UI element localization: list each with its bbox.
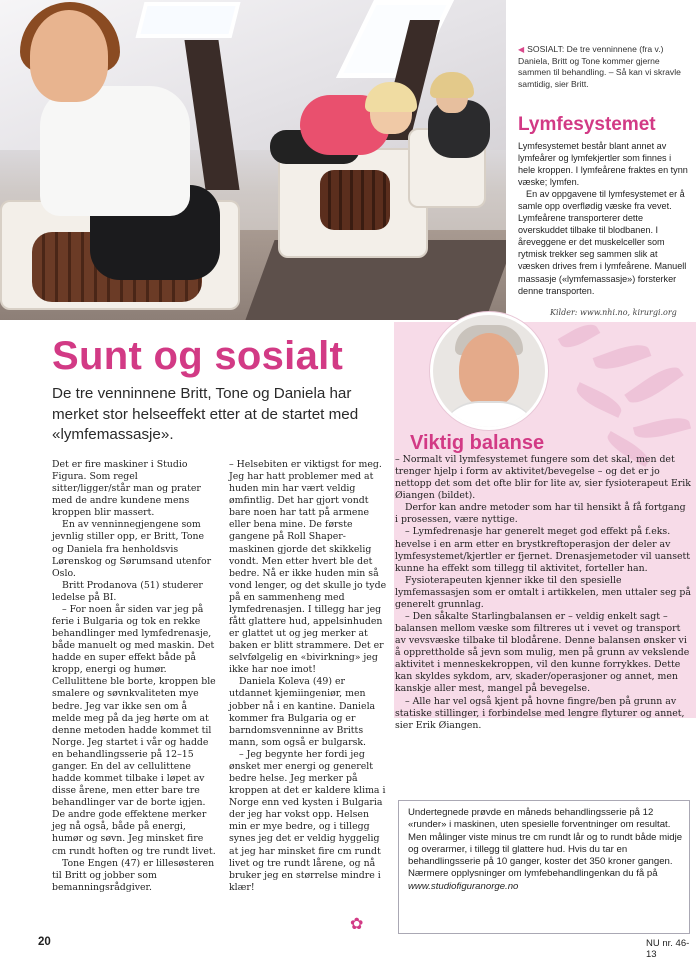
article-column-1 bbox=[52, 459, 217, 894]
photo-caption bbox=[518, 44, 688, 90]
body-paragraph: – Helsebiten er viktigst for meg. Jeg har hatt problemer med at huden min har vært veldig ømfintlig. Det har gjort vondt bare noen har tatt på armene eller bena mine. De første gangene på Roll Shaper-maskinen gjorde det skikkelig vondt. Men etter hvert ble det bedre. Nå er ikke huden min så vond lenger, og det skulle jo tyde på en sammenheng med lymfedrenasjen. I tillegg har jeg fått glattere hud, appelsinhuden er glattet ut og jeg merker at baken er blitt strammere. Det er selvfølgelig en «bivirkning» jeg ikke har noe imot! bbox=[229, 459, 387, 676]
article-column-2 bbox=[229, 459, 389, 894]
caption-text: SOSIALT: De tre venninnene (fra v.) Daniela, Britt og Tone kommer gjerne sammen til behandling. – Så kan vi skravle samtidig, sier Britt. bbox=[518, 44, 681, 89]
body-paragraph: En av venninnegjengene som jevnlig stiller opp, er Britt, Tone og Daniela fra henholdsvis Lørenskog og Sørumsand utenfor Oslo. bbox=[52, 519, 212, 579]
fern-leaf-decoration bbox=[633, 413, 691, 443]
sidebar-paragraph: Lymfesystemet består blant annet av lymfeårer og lymfekjertler som finnes i hele kroppen. I lymfeårene fraktes en tynn væske; lymfen. bbox=[518, 141, 688, 188]
portrait-face bbox=[459, 333, 519, 407]
person-daniela-head bbox=[30, 10, 108, 102]
article-lead: De tre venninnene Britt, Tone og Daniela har merket stor helseeffekt etter at de startet med «lymfemassasje». bbox=[52, 385, 359, 443]
body-paragraph: Daniela Koleva (49) er utdannet kjemiingeniør, men jobber nå i en kantine. Daniela kommer fra Bulgaria og er barndomsvenninne av Britts mann, som også er bulgarsk. bbox=[229, 676, 376, 748]
fern-leaf-decoration bbox=[573, 382, 625, 418]
body-paragraph: – For noen år siden var jeg på ferie i Bulgaria og tok en rekke behandlinger med lymfedrenasje, både manuelt og med maskin. Det hadde en super effekt både på kropp, energi og humør. Cellulittene ble borte, kroppen ble smalere og søvnkvaliteten mye bedre. Jeg var ikke sen om å melde meg på da jeg hørte om at denne metoden hadde kommet til Norge. Jeg startet i vår og hadde en behandlingsserie på 12–15 ganger. En del av cellulittene hadde kommet tilbake i løpet av disse årene, men etter bare tre behandlinger var de borte igjen. De andre gode effektene merker jeg nå også, både på energi, humør og søvn. Jeg minsket fire cm rundt hoften og tre rundt livet. bbox=[52, 603, 216, 857]
fern-leaf-decoration bbox=[624, 360, 683, 409]
article-photo bbox=[0, 0, 506, 320]
person-daniela bbox=[40, 86, 190, 216]
expert-portrait bbox=[430, 312, 548, 430]
sidebar-sources: Kilder: www.nhi.no, kirurgi.org bbox=[550, 308, 677, 317]
fern-leaf-decoration bbox=[593, 339, 652, 375]
sidebar-paragraph: En av oppgavene til lymfesystemet er å samle opp overflødig væske fra vevet. Lymfeårene transporterer dette overskuddet tilbake til blodbanen. I åreveggene er det muskelceller som rytmisk trekker seg sammen slik at væsken drives frem i lymfeårene. Manuell massasje («lymfemassasje») forsterker denne transporten. bbox=[518, 189, 687, 296]
machine-rollers bbox=[320, 170, 390, 230]
sidebar-title: Lymfesystemet bbox=[518, 114, 656, 135]
sidebar-body bbox=[518, 140, 690, 297]
info-box-text bbox=[408, 807, 686, 893]
info-box-body: Undertegnede prøvde en måneds behandlingsserie på 12 «runder» i maskinen, uten spesielle forventninger om resultat. Men målinger viste minus tre cm rundt lår og to rundt både midje og overarmer, i tillegg til glattere hud. Hvis du tar en behandlingsserie på 10 ganger, koster det 350 kroner gangen. Nærmere opplysninger om lymfebehandlingenkan du få på bbox=[408, 807, 683, 880]
roll-machine bbox=[278, 148, 428, 258]
expert-section-title: Viktig balanse bbox=[410, 432, 545, 454]
caption-arrow-icon: ◀ bbox=[518, 45, 525, 54]
article-headline: Sunt og sosialt bbox=[52, 334, 344, 378]
issue-label: NU nr. 46-13 bbox=[646, 938, 690, 960]
flower-end-icon: ✿ bbox=[350, 914, 364, 933]
expert-paragraph: Fysioterapeuten kjenner ikke til den spesielle lymfemassasjen som er omtalt i artikkelen, men uttaler seg på generelt grunnlag. bbox=[395, 574, 691, 610]
photo-skylight bbox=[136, 2, 241, 38]
body-paragraph: – Jeg begynte her fordi jeg ønsket mer energi og generelt bedre helse. Jeg merker på kroppen at det er kaldere klima i Norge enn ved kysten i Bulgaria der jeg har vokst opp. Helsen min er mye bedre, og i tillegg synes jeg det er veldig hyggelig at jeg har minsket fire cm rundt livet og tre rundt lårene, og nå bruker jeg en størrelse mindre i klær! bbox=[229, 748, 386, 893]
body-paragraph: Det er fire maskiner i Studio Figura. Som regel sitter/ligger/står man og prater med de andre kundene mens kroppen blir massert. bbox=[52, 459, 201, 519]
body-paragraph: Britt Prodanova (51) studerer ledelse på BI. bbox=[52, 579, 203, 603]
expert-paragraph: – Lymfedrenasje har generelt meget god effekt på f.eks. hevelse i en arm etter en brystkreftoperasjon der deler av lymfesystemet/kjertler er fjernet. Drenasjemetoder vil uansett kunne ha effekt som tillegg til aktivitet, forteller han. bbox=[395, 526, 691, 574]
studio-website-link[interactable]: www.studiofiguranorge.no bbox=[408, 880, 519, 892]
expert-paragraph: Derfor kan andre metoder som har til hensikt å få fortgang i prosessen, være nyttige. bbox=[395, 502, 686, 526]
expert-paragraph: – Den såkalte Starlingbalansen er – veldig enkelt sagt – balansen mellom væske som filtreres ut i vevet og transport av vevsvæske tilbake til blodårene. Denne balansen ønsker vi å opprettholde så jevn som mulig, men på grunn av vekslende aktivitet i menneskekroppen, vil den kunne forrykkes. Dette kan skyldes sykdom, arv, skader/operasjoner og annet, men kanskje aller mest, mangel på bevegelse. bbox=[395, 611, 690, 695]
expert-paragraph: – Alle har vel også kjent på hovne fingre/ben på grunn av statiske stillinger, i forbindelse med lengre flyturer og annet, sier Erik Øiangen. bbox=[395, 695, 685, 731]
expert-paragraph: – Normalt vil lymfesystemet fungere som det skal, men det trenger hjelp i form av aktivitet/bevegelse – og det er jo nettopp det som det ofte blir for lite av, sier fysioterapeut Erik Øiangen (bildet). bbox=[395, 454, 691, 502]
fern-leaf-decoration bbox=[558, 319, 601, 353]
body-paragraph: Tone Engen (47) er lillesøsteren til Britt og jobber som bemanningsrådgiver. bbox=[52, 857, 215, 893]
expert-column bbox=[395, 454, 691, 732]
page-number: 20 bbox=[38, 936, 51, 948]
